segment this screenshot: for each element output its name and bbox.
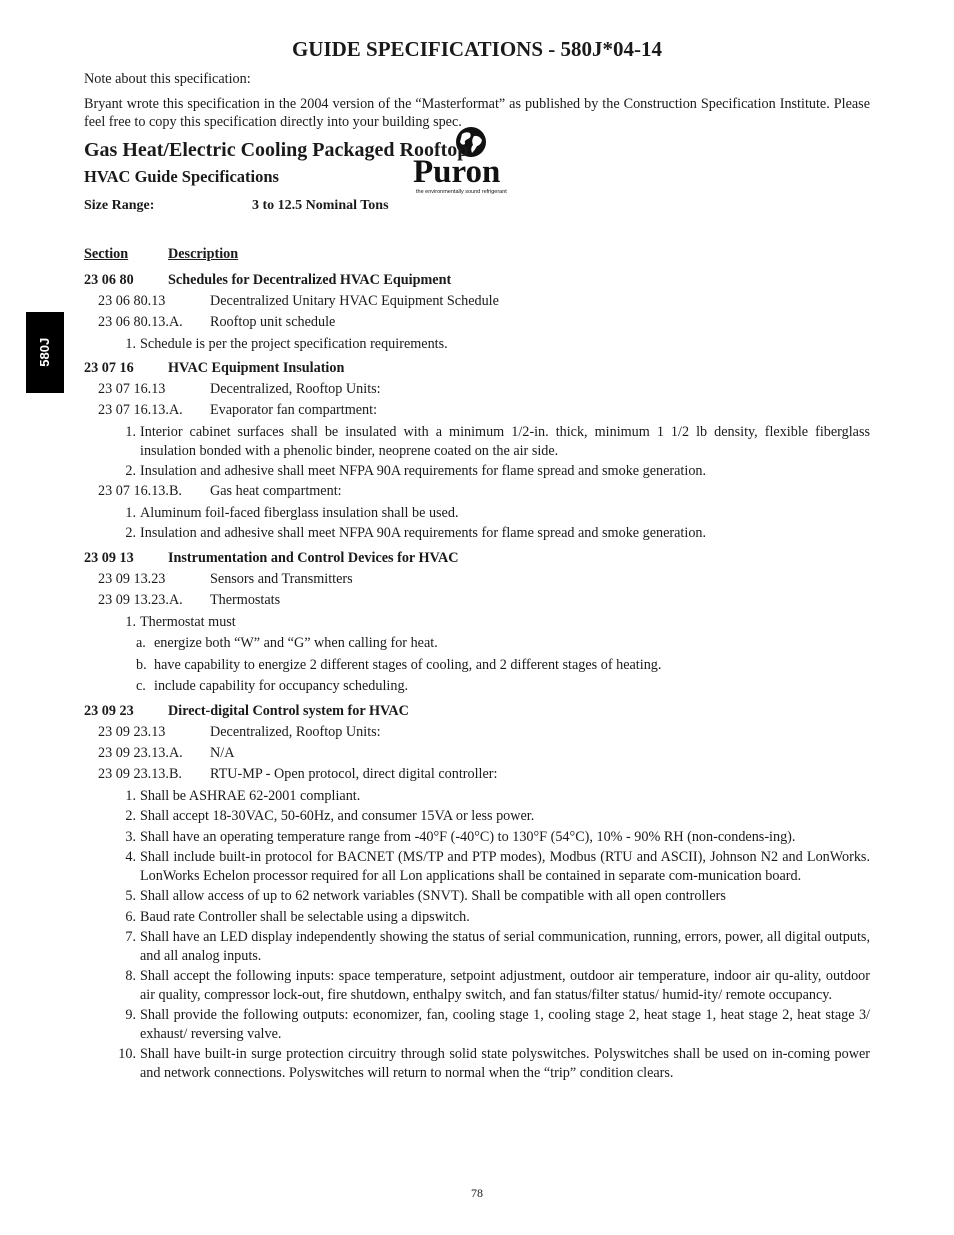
list-item [84, 967, 870, 1004]
side-tab-label: 580J [36, 338, 52, 367]
list-item [84, 787, 870, 806]
list-text: Schedule is per the project specification requirements. [140, 335, 448, 352]
spec-row [84, 723, 870, 743]
heading: Gas Heat/Electric Cooling Packaged Rooftop [84, 138, 469, 161]
description-column-header: Description [168, 245, 239, 262]
spec-number: 23 07 16.13.A. [98, 402, 183, 418]
section-code: 23 09 13 [84, 549, 134, 566]
spec-number: 23 09 13.23.A. [98, 591, 183, 608]
spec-number: 23 09 23.13.B. [98, 765, 182, 782]
spec-number: 23 07 16.13.B. [98, 482, 182, 499]
spec-row [84, 313, 870, 333]
side-tab-580j [26, 312, 64, 393]
sub-list-letter: a. [136, 635, 146, 651]
list-number: 8. [125, 968, 136, 984]
page-number: 78 [471, 1186, 483, 1200]
section-code: 23 07 16 [84, 360, 134, 376]
list-number: 1. [125, 613, 136, 630]
list-number: 1. [125, 335, 136, 352]
list-number: 1. [125, 424, 136, 440]
spec-row [84, 744, 870, 764]
spec-text: N/A [210, 744, 235, 761]
spec-row [84, 292, 870, 312]
list-number: 3. [125, 828, 136, 845]
section-heading [84, 359, 870, 379]
spec-number: 23 06 80.13.A. [98, 313, 183, 330]
sub-list-item [84, 677, 870, 696]
sub-list-text: have capability to energize 2 different stages of cooling, and 2 different stages of heating. [154, 656, 662, 673]
list-text: Shall accept 18-30VAC, 50-60Hz, and consumer 15VA or less power. [140, 808, 535, 824]
spec-text: Decentralized, Rooftop Units: [210, 723, 381, 740]
spec-row [84, 591, 870, 611]
spec-text: Gas heat compartment: [210, 482, 342, 499]
logo-tagline: the environmentally sound refrigerant [416, 189, 507, 195]
sub-list-item [84, 634, 870, 653]
list-number: 4. [125, 849, 136, 865]
spec-row [84, 482, 870, 502]
sub-list-letter: b. [136, 656, 147, 673]
section-column-header: Section [84, 245, 129, 262]
list-item [84, 335, 870, 354]
spec-text: Decentralized Unitary HVAC Equipment Schedule [210, 292, 499, 309]
note-text: Bryant wrote this specification in the 2004 version of the “Masterformat” as published by the Construction Specification Institute. Please feel free to copy this specification directly into your building spec. [84, 95, 870, 130]
list-text: Shall provide the following outputs: economizer, fan, cooling stage 1, cooling stage 2, heat stage 1, heat stage 2, heat stage 3/ exhaust/ reversing valve. [140, 1007, 870, 1042]
list-number: 7. [125, 929, 136, 945]
list-number: 6. [125, 908, 136, 925]
spec-number: 23 09 13.23 [98, 570, 166, 587]
list-item [84, 807, 870, 826]
list-text: Insulation and adhesive shall meet NFPA 90A requirements for flame spread and smoke generation. [140, 525, 707, 541]
list-number: 10. [118, 1046, 136, 1062]
logo-wordmark: Puron [413, 154, 501, 190]
list-text: Shall have built-in surge protection circuitry through solid state polyswitches. Polyswitches shall be used on in-coming power and network connections. Polyswitches will return to normal when the “trip” condition clears. [140, 1046, 870, 1081]
list-number: 9. [125, 1007, 136, 1023]
section-title: Schedules for Decentralized HVAC Equipment [168, 271, 452, 288]
list-number: 1. [125, 504, 136, 521]
list-item [84, 908, 870, 927]
list-number: 2. [125, 808, 136, 824]
sub-list-letter: c. [136, 678, 146, 694]
spec-row [84, 380, 870, 400]
spec-text: Thermostats [210, 591, 281, 608]
list-text: Shall have an LED display independently showing the status of serial communication, running, errors, power, all digital outputs, and all analog inputs. [140, 929, 870, 964]
spec-text: Evaporator fan compartment: [210, 402, 378, 418]
list-item [84, 1045, 870, 1082]
spec-number: 23 07 16.13 [98, 381, 166, 397]
list-item [84, 1006, 870, 1043]
spec-row [84, 570, 870, 590]
spec-text: Rooftop unit schedule [210, 313, 336, 330]
list-text: Shall be ASHRAE 62-2001 compliant. [140, 787, 361, 804]
size-range-label: Size Range: [84, 197, 155, 213]
section-title: Instrumentation and Control Devices for HVAC [168, 549, 459, 566]
sub-list-item [84, 656, 870, 675]
section-title: Direct-digital Control system for HVAC [168, 702, 409, 719]
list-text: Interior cabinet surfaces shall be insulated with a minimum 1/2-in. thick, minimum 1 1/2 lb density, flexible fiberglass insulation bonded with a phenolic binder, neoprene coated on the air side. [140, 424, 870, 459]
list-item [84, 928, 870, 965]
list-text: Shall have an operating temperature range from -40°F (-40°C) to 130°F (54°C), 10% - 90% RH (non-condens-ing). [140, 828, 796, 845]
spec-text: RTU-MP - Open protocol, direct digital controller: [210, 765, 498, 782]
section-heading [84, 549, 870, 569]
list-text: Aluminum foil-faced fiberglass insulation shall be used. [140, 504, 459, 521]
spec-number: 23 09 23.13.A. [98, 744, 183, 761]
list-text: Shall allow access of up to 62 network variables (SNVT). Shall be compatible with all open controllers [140, 888, 726, 904]
spec-page [84, 36, 870, 1082]
list-item [84, 613, 870, 632]
list-text: Insulation and adhesive shall meet NFPA 90A requirements for flame spread and smoke generation. [140, 463, 707, 479]
list-number: 5. [125, 888, 136, 904]
size-range [84, 197, 870, 217]
sub-list-text: energize both “W” and “G” when calling for heat. [154, 635, 438, 651]
list-text: Shall include built-in protocol for BACNET (MS/TP and PTP modes), Modbus (RTU and ASCII), Johnson N2 and LonWorks. LonWorks Echelon processor required for all Lon applications shall be contained in separate com-munication board. [140, 849, 870, 884]
sub-list-text: include capability for occupancy scheduling. [154, 678, 409, 694]
list-item [84, 848, 870, 885]
list-number: 1. [125, 787, 136, 804]
column-headers [84, 245, 870, 265]
spec-row [84, 401, 870, 421]
list-text: Shall accept the following inputs: space temperature, setpoint adjustment, outdoor air temperature, indoor air qu-ality, outdoor air quality, compressor lock-out, fire shutdown, enthalpy switch, and fan status/filter status/ humid-ity/ remote occupancy. [140, 968, 870, 1003]
list-item [84, 423, 870, 460]
list-item [84, 887, 870, 906]
section-title: HVAC Equipment Insulation [168, 360, 345, 376]
list-text: Thermostat must [140, 613, 236, 630]
list-item [84, 504, 870, 523]
list-number: 2. [125, 463, 136, 479]
section-heading [84, 271, 870, 291]
list-number: 2. [125, 525, 136, 541]
spec-number: 23 09 23.13 [98, 723, 166, 740]
list-item [84, 524, 870, 543]
list-item [84, 828, 870, 847]
section-code: 23 09 23 [84, 702, 134, 719]
note-label: Note about this specification: [84, 71, 251, 87]
subheading: HVAC Guide Specifications [84, 166, 279, 186]
page-title: GUIDE SPECIFICATIONS - 580J*04-14 [291, 37, 663, 61]
section-heading [84, 702, 870, 722]
size-range-value: 3 to 12.5 Nominal Tons [252, 197, 389, 213]
spec-row [84, 765, 870, 785]
spec-text: Decentralized, Rooftop Units: [210, 381, 381, 397]
spec-text: Sensors and Transmitters [210, 570, 353, 587]
section-code: 23 06 80 [84, 271, 134, 288]
spec-number: 23 06 80.13 [98, 292, 166, 309]
list-text: Baud rate Controller shall be selectable using a dipswitch. [140, 908, 470, 925]
list-item [84, 462, 870, 481]
